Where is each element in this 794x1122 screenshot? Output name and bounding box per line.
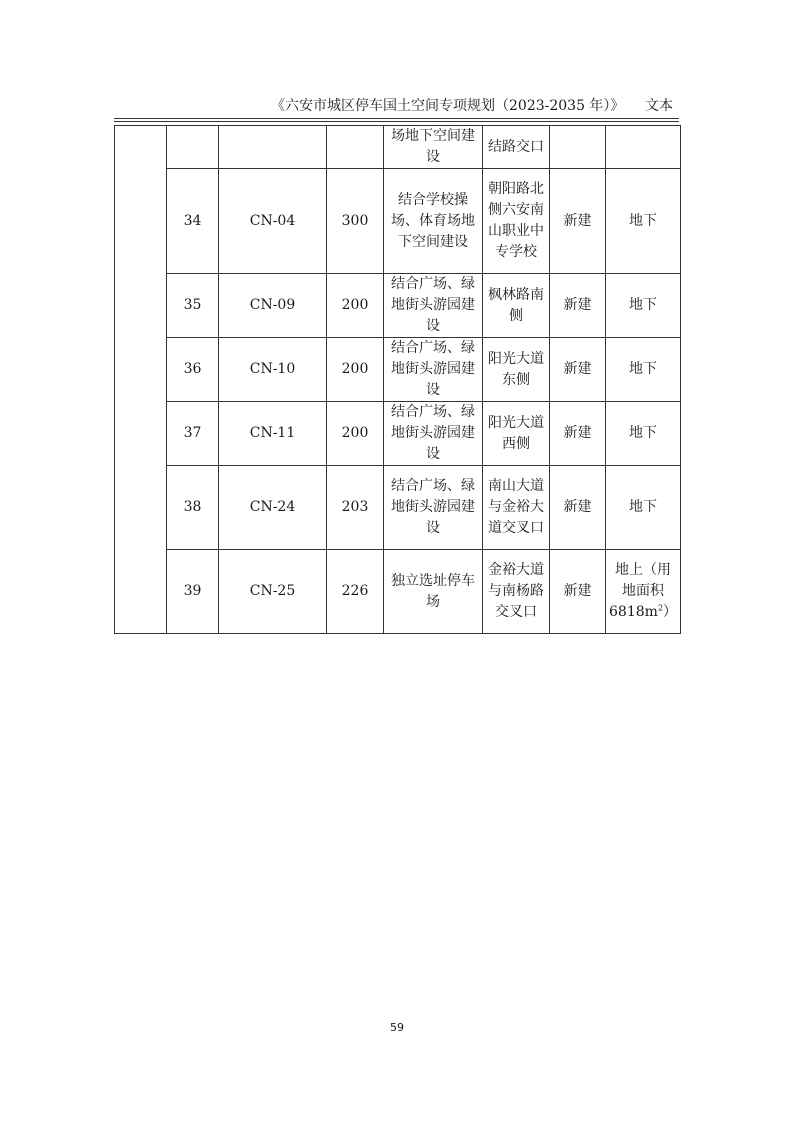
category-cell xyxy=(115,126,167,634)
construction-mode: 独立选址停车场 xyxy=(384,550,483,634)
location: 阳光大道东侧 xyxy=(483,338,550,402)
table-row xyxy=(115,466,681,550)
construction-mode: 结合广场、绿地街头游园建设 xyxy=(384,338,483,402)
location: 阳光大道西侧 xyxy=(483,402,550,466)
location: 南山大道与金裕大道交叉口 xyxy=(483,466,550,550)
header-section-label: 文本 xyxy=(645,98,673,114)
parking-form: 地下 xyxy=(606,466,681,550)
build-type: 新建 xyxy=(550,274,606,338)
construction-mode: 结合广场、绿地街头游园建设 xyxy=(384,402,483,466)
construction-mode: 结合学校操场、体育场地下空间建设 xyxy=(384,169,483,274)
berth-count: 203 xyxy=(327,466,384,550)
construction-mode: 场地下空间建设 xyxy=(384,126,483,169)
build-type: 新建 xyxy=(550,466,606,550)
parking-code: CN-25 xyxy=(219,550,327,634)
build-type: 新建 xyxy=(550,550,606,634)
parking-code xyxy=(219,126,327,169)
table-row xyxy=(115,550,681,634)
build-type: 新建 xyxy=(550,338,606,402)
parking-form: 地下 xyxy=(606,402,681,466)
row-number: 37 xyxy=(167,402,219,466)
parking-plan-table xyxy=(114,125,681,634)
parking-code: CN-04 xyxy=(219,169,327,274)
parking-form-text: 地上（用地面积6818m xyxy=(609,562,671,620)
construction-mode: 结合广场、绿地街头游园建设 xyxy=(384,274,483,338)
row-number: 39 xyxy=(167,550,219,634)
parking-code: CN-11 xyxy=(219,402,327,466)
table-row xyxy=(115,169,681,274)
table-row xyxy=(115,274,681,338)
parking-form: 地下 xyxy=(606,274,681,338)
build-type xyxy=(550,126,606,169)
build-type: 新建 xyxy=(550,169,606,274)
parking-form: 地下 xyxy=(606,338,681,402)
row-number: 34 xyxy=(167,169,219,274)
berth-count: 300 xyxy=(327,169,384,274)
berth-count: 200 xyxy=(327,274,384,338)
berth-count: 200 xyxy=(327,338,384,402)
location: 枫林路南侧 xyxy=(483,274,550,338)
table-row xyxy=(115,402,681,466)
row-number: 35 xyxy=(167,274,219,338)
construction-mode: 结合广场、绿地街头游园建设 xyxy=(384,466,483,550)
document-title: 《六安市城区停车国土空间专项规划（2023-2035 年）》 xyxy=(271,98,625,114)
parking-form xyxy=(606,126,681,169)
header-rule-thin xyxy=(114,121,679,122)
location: 结路交口 xyxy=(483,126,550,169)
page-header xyxy=(114,92,679,118)
parking-form: 地下 xyxy=(606,169,681,274)
row-number xyxy=(167,126,219,169)
row-number: 36 xyxy=(167,338,219,402)
parking-form-close: ） xyxy=(663,604,677,620)
berth-count: 226 xyxy=(327,550,384,634)
berth-count: 200 xyxy=(327,402,384,466)
build-type: 新建 xyxy=(550,402,606,466)
parking-code: CN-10 xyxy=(219,338,327,402)
row-number: 38 xyxy=(167,466,219,550)
parking-form xyxy=(606,550,681,634)
parking-code: CN-24 xyxy=(219,466,327,550)
header-rule-thin xyxy=(114,118,679,119)
table-row xyxy=(115,338,681,402)
location: 金裕大道与南杨路交叉口 xyxy=(483,550,550,634)
area-unit-superscript: 2 xyxy=(657,603,663,613)
parking-code: CN-09 xyxy=(219,274,327,338)
page-number: 59 xyxy=(390,1021,404,1034)
berth-count xyxy=(327,126,384,169)
table-row xyxy=(115,126,681,169)
location: 朝阳路北侧六安南山职业中专学校 xyxy=(483,169,550,274)
